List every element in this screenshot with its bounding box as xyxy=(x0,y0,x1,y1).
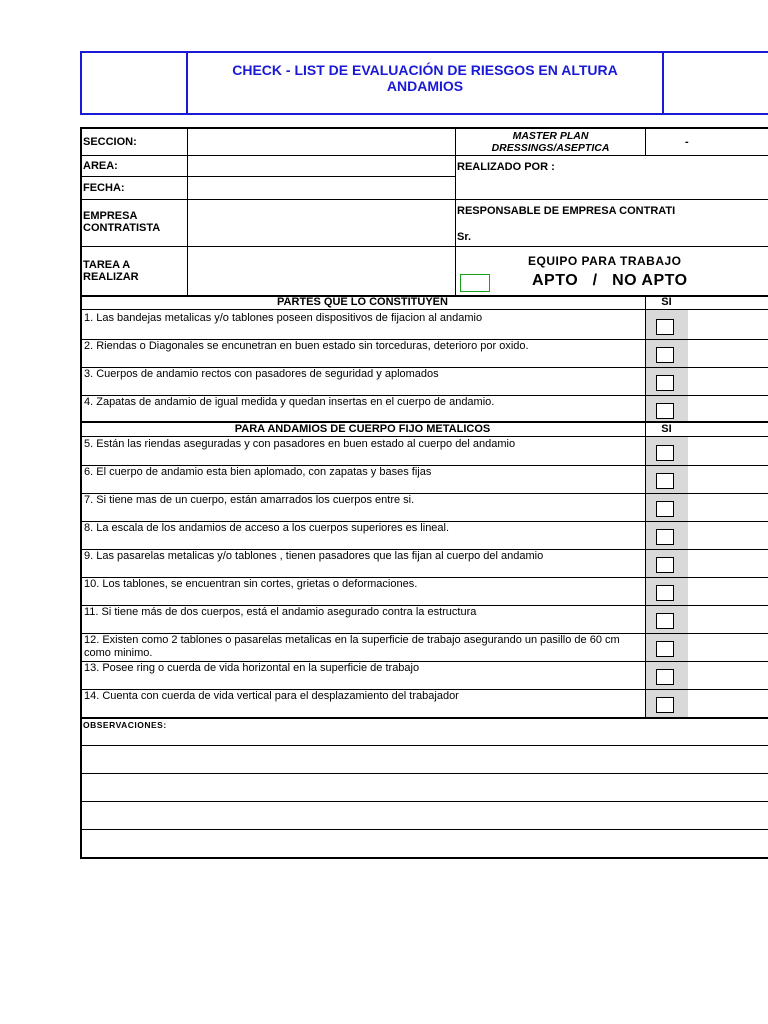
si-checkbox[interactable] xyxy=(656,319,674,335)
area-label: AREA: xyxy=(83,160,118,172)
fecha-field[interactable] xyxy=(188,177,455,199)
si-checkbox[interactable] xyxy=(656,375,674,391)
section2-si: SI xyxy=(661,423,672,435)
tarea-label-2: REALIZAR xyxy=(83,271,139,283)
checklist-item-text: 8. La escala de los andamios de acceso a los cuerpos superiores es lineal. xyxy=(84,522,450,534)
observaciones-label: OBSERVACIONES: xyxy=(83,720,167,730)
si-checkbox[interactable] xyxy=(656,697,674,713)
apto-label: APTO xyxy=(532,272,579,289)
si-checkbox[interactable] xyxy=(656,585,674,601)
si-checkbox[interactable] xyxy=(656,641,674,657)
si-checkbox[interactable] xyxy=(656,557,674,573)
si-checkbox[interactable] xyxy=(656,473,674,489)
checklist-item-text: 10. Los tablones, se encuentran sin cortes, grietas o deformaciones. xyxy=(84,578,418,590)
row-divider xyxy=(80,309,768,310)
si-checkbox[interactable] xyxy=(656,445,674,461)
area-field[interactable] xyxy=(188,156,455,176)
realizado-por-label: REALIZADO POR : xyxy=(457,161,555,173)
row-divider xyxy=(455,155,768,156)
col-divider xyxy=(645,297,646,422)
col-divider xyxy=(645,423,646,718)
seccion-field[interactable] xyxy=(188,129,455,155)
checklist-item-text: 2. Riendas o Diagonales se encunetran en buen estado sin torceduras, deterioro por oxido. xyxy=(84,340,529,352)
no-apto-label: NO APTO xyxy=(612,272,688,289)
slash-label: / xyxy=(592,272,598,289)
checklist-item-text: 5. Están las riendas aseguradas y con pasadores en buen estado al cuerpo del andamio xyxy=(84,438,516,450)
master-plan-extra: - xyxy=(685,136,689,148)
col-divider xyxy=(645,127,646,155)
si-checkbox[interactable] xyxy=(656,669,674,685)
title-divider xyxy=(662,51,664,115)
section1-header: PARTES QUE LO CONSTITUYEN xyxy=(277,296,448,308)
row-divider xyxy=(80,436,768,437)
checklist-item-text: 11. Si tiene más de dos cuerpos, está el andamio asegurado contra la estructura xyxy=(84,606,477,618)
checklist-item-text: 3. Cuerpos de andamio rectos con pasadores de seguridad y aplomados xyxy=(84,368,439,380)
empresa-label-1: EMPRESA xyxy=(83,210,138,222)
checklist-item-text: 14. Cuenta con cuerda de vida vertical para el desplazamiento del trabajador xyxy=(84,690,459,702)
observaciones-field[interactable] xyxy=(82,730,768,857)
checklist-item-text: 13. Posee ring o cuerda de vida horizontal en la superficie de trabajo xyxy=(84,662,420,674)
tarea-label xyxy=(83,259,139,283)
row-divider xyxy=(455,246,768,247)
title-line-2: ANDAMIOS xyxy=(386,78,464,94)
equipo-label: EQUIPO PARA TRABAJO xyxy=(528,254,682,268)
empresa-field[interactable] xyxy=(188,200,455,246)
checklist-item-text: 1. Las bandejas metalicas y/o tablones poseen dispositivos de fijacion al andamio xyxy=(84,312,483,324)
master-plan xyxy=(456,130,645,154)
si-checkbox[interactable] xyxy=(656,529,674,545)
checklist-item-text: 7. Si tiene mas de un cuerpo, están amarrados los cuerpos entre si. xyxy=(84,494,415,506)
si-checkbox[interactable] xyxy=(656,403,674,419)
apto-checkbox[interactable] xyxy=(460,274,490,292)
si-checkbox[interactable] xyxy=(656,501,674,517)
si-checkbox[interactable] xyxy=(656,613,674,629)
responsable-label: RESPONSABLE DE EMPRESA CONTRATI xyxy=(457,205,676,217)
si-checkbox[interactable] xyxy=(656,347,674,363)
checklist-item-text: 9. Las pasarelas metalicas y/o tablones , tienen pasadores que las fijan al cuerpo del andamio xyxy=(84,550,544,562)
row-divider xyxy=(455,199,768,200)
checklist-item-text: 4. Zapatas de andamio de igual medida y quedan insertas en el cuerpo de andamio. xyxy=(84,396,495,408)
apto-row xyxy=(532,272,688,290)
empresa-label-2: CONTRATISTA xyxy=(83,222,161,234)
sr-label: Sr. xyxy=(457,231,472,243)
tarea-label-1: TAREA A xyxy=(83,259,131,271)
section2-header: PARA ANDAMIOS DE CUERPO FIJO METALICOS xyxy=(234,423,491,435)
empresa-label xyxy=(83,210,160,234)
master-plan-line-1: MASTER PLAN xyxy=(512,130,589,142)
checklist-item-text: 12. Existen como 2 tablones o pasarelas metalicas en la superficie de trabajo asegurando un pasillo de 60 cm como minimo. xyxy=(84,634,620,659)
logo-cell xyxy=(80,51,188,115)
seccion-label: SECCION: xyxy=(83,136,137,148)
tarea-field[interactable] xyxy=(188,247,455,295)
section1-si: SI xyxy=(661,296,672,308)
section-divider xyxy=(80,717,768,719)
page-title xyxy=(188,62,662,94)
fecha-label: FECHA: xyxy=(83,182,125,194)
checklist-item-text: 6. El cuerpo de andamio esta bien aplomado, con zapatas y bases fijas xyxy=(84,466,432,478)
title-line-1: CHECK - LIST DE EVALUACIÓN DE RIESGOS EN ALTURA xyxy=(232,62,618,78)
master-plan-line-2: DRESSINGS/ASEPTICA xyxy=(491,142,610,154)
